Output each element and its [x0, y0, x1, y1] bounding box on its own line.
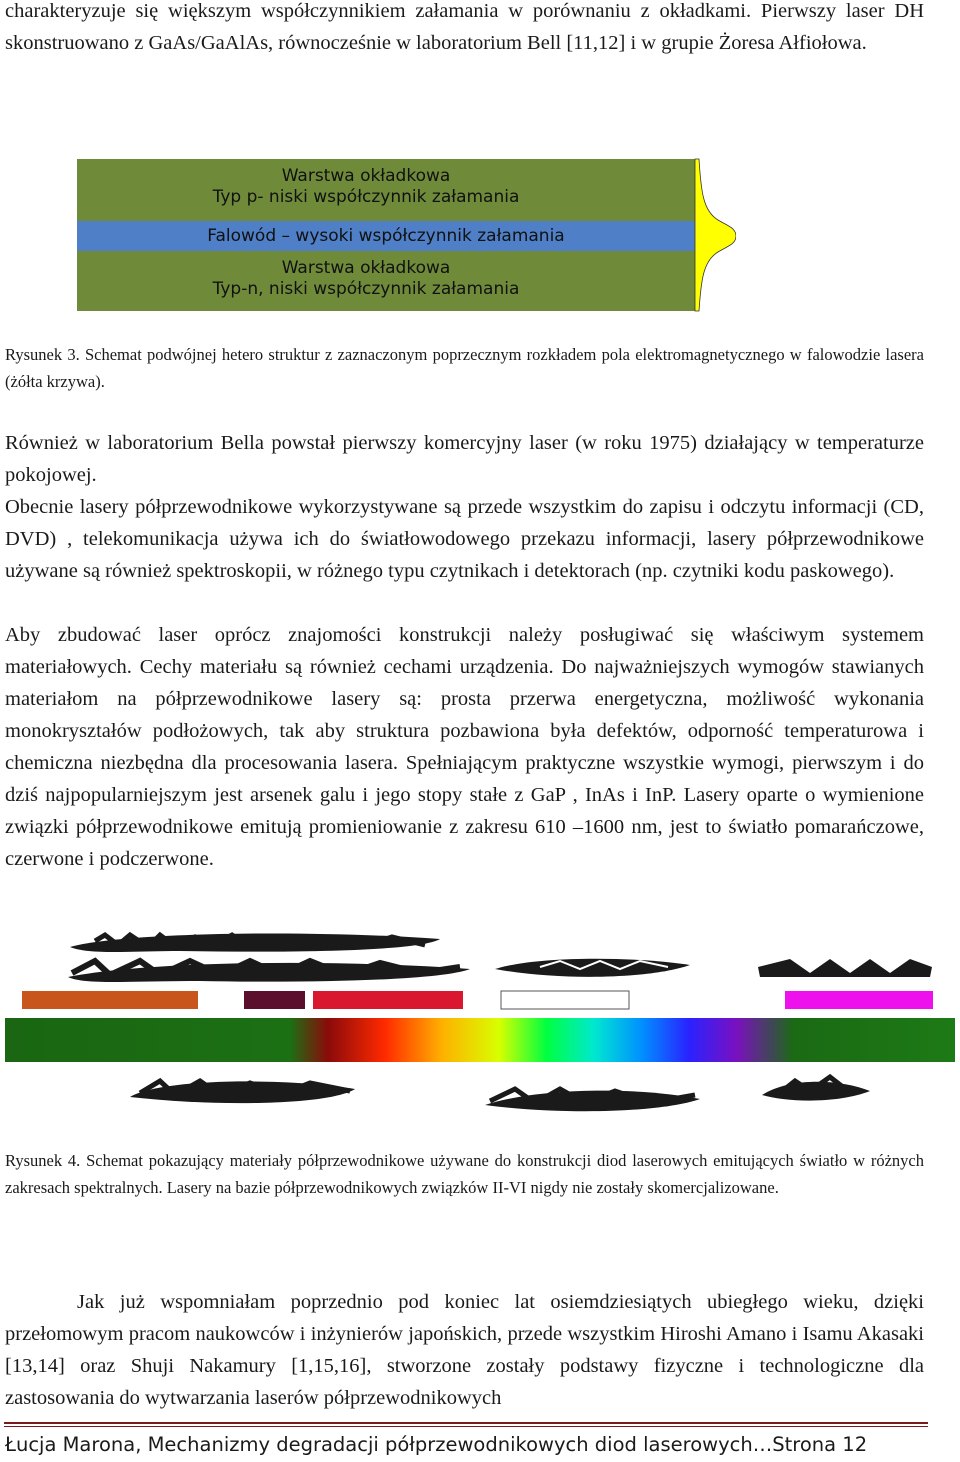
closing-paragraph: Jak już wspomniałam poprzednio pod koniec lat osiemdziesiątych ubiegłego wieku, dzięki przełomowym pracom naukowców i inżynierów japońskich, przede wszystkim Hiroshi Amano i Isamu Akasaki [13,14] oraz Shuji Nakamury [1,15,16], stworzone zostały podstawy fizyczne i technologiczne dla zastosowania do wytwarzania laserów półprzewodnikowych	[5, 1291, 924, 1409]
footer-rule-thick	[4, 1422, 928, 1424]
spectrum-strip	[5, 1018, 955, 1062]
footer-page-number: Strona 12	[772, 1433, 868, 1456]
material-bar-maroon	[244, 991, 305, 1009]
material-bar-red	[313, 991, 463, 1009]
figure4-caption: Rysunek 4. Schemat pokazujący materiały półprzewodnikowe używane do konstrukcji diod laserowych emitujących światło w różnych zakresach spektralnych. Lasery na bazie półprzewodnikowych związków II-VI nigdy nie zostały skomercjalizowane.	[5, 1151, 924, 1197]
material-bar-white	[501, 991, 629, 1009]
field-distribution-curve	[695, 159, 736, 311]
material-bar-orange	[22, 991, 198, 1009]
bottom-layer-label-2: Typ-n, niski współczynnik załamania	[212, 279, 520, 299]
heterostructure-figure	[76, 156, 736, 316]
footer-rule-thin	[4, 1426, 928, 1427]
figure3-caption: Rysunek 3. Schemat podwójnej hetero struktur z zaznaczonym poprzecznym rozkładem pola elektromagnetycznego w falowodzie lasera (żółta krzywa).	[5, 345, 924, 391]
paragraph-2: Obecnie lasery półprzewodnikowe wykorzystywane są przede wszystkim do zapisu i odczytu informacji (CD, DVD) , telekomunikacja używa ich do światłowodowego przekazu informacji, lasery półprzewodnikowe używane są również spektroskopii, w różnego typu czytnikach i detektorach (np. czytniki kodu paskowego).	[5, 496, 924, 582]
footer-text: Łucja Marona, Mechanizmy degradacji półprzewodnikowych diod laserowych…	[5, 1433, 773, 1456]
top-layer-label-2: Typ p- niski współczynnik załamania	[212, 187, 520, 207]
waveguide-label: Falowód – wysoki współczynnik załamania	[207, 226, 565, 246]
material-bar-magenta	[785, 991, 933, 1009]
bottom-layer-label-1: Warstwa okładkowa	[281, 258, 451, 278]
top-layer-label-1: Warstwa okładkowa	[281, 166, 451, 186]
top-paragraph: charakteryzuje się większym współczynnikiem załamania w porównaniu z okładkami. Pierwszy laser DH skonstruowano z GaAs/GaAlAs, równocześnie w laboratorium Bell [11,12] i w grupie Żoresa Ałfiołowa.	[5, 0, 924, 54]
page-footer	[5, 1432, 930, 1458]
paragraph-1: Również w laboratorium Bella powstał pierwszy komercyjny laser (w roku 1975) działający w temperaturze pokojowej.	[5, 432, 924, 486]
spectrum-figure	[0, 925, 960, 1125]
paragraph-3: Aby zbudować laser oprócz znajomości konstrukcji należy posługiwać się właściwym systemem materiałowych. Cechy materiału są również cechami urządzenia. Do najważniejszych wymogów stawianych materiałom na półprzewodnikowe lasery są: prosta przerwa energetyczna, możliwość wykonania monokryształów podłożowych, tak aby struktura pozbawiona była defektów, odporność temperaturowa i chemiczna niezbędna dla procesowania lasera. Spełniającym praktyczne wszystkie wymogi, pierwszym i do dziś najpopularniejszym jest arsenek galu i jego stopy stałe z GaP , InAs i InP. Lasery oparte o wymienione związki półprzewodnikowe emitują promieniowanie z zakresu 610 –1600 nm, jest to światło pomarańczowe, czerwone i podczerwone.	[5, 624, 924, 870]
